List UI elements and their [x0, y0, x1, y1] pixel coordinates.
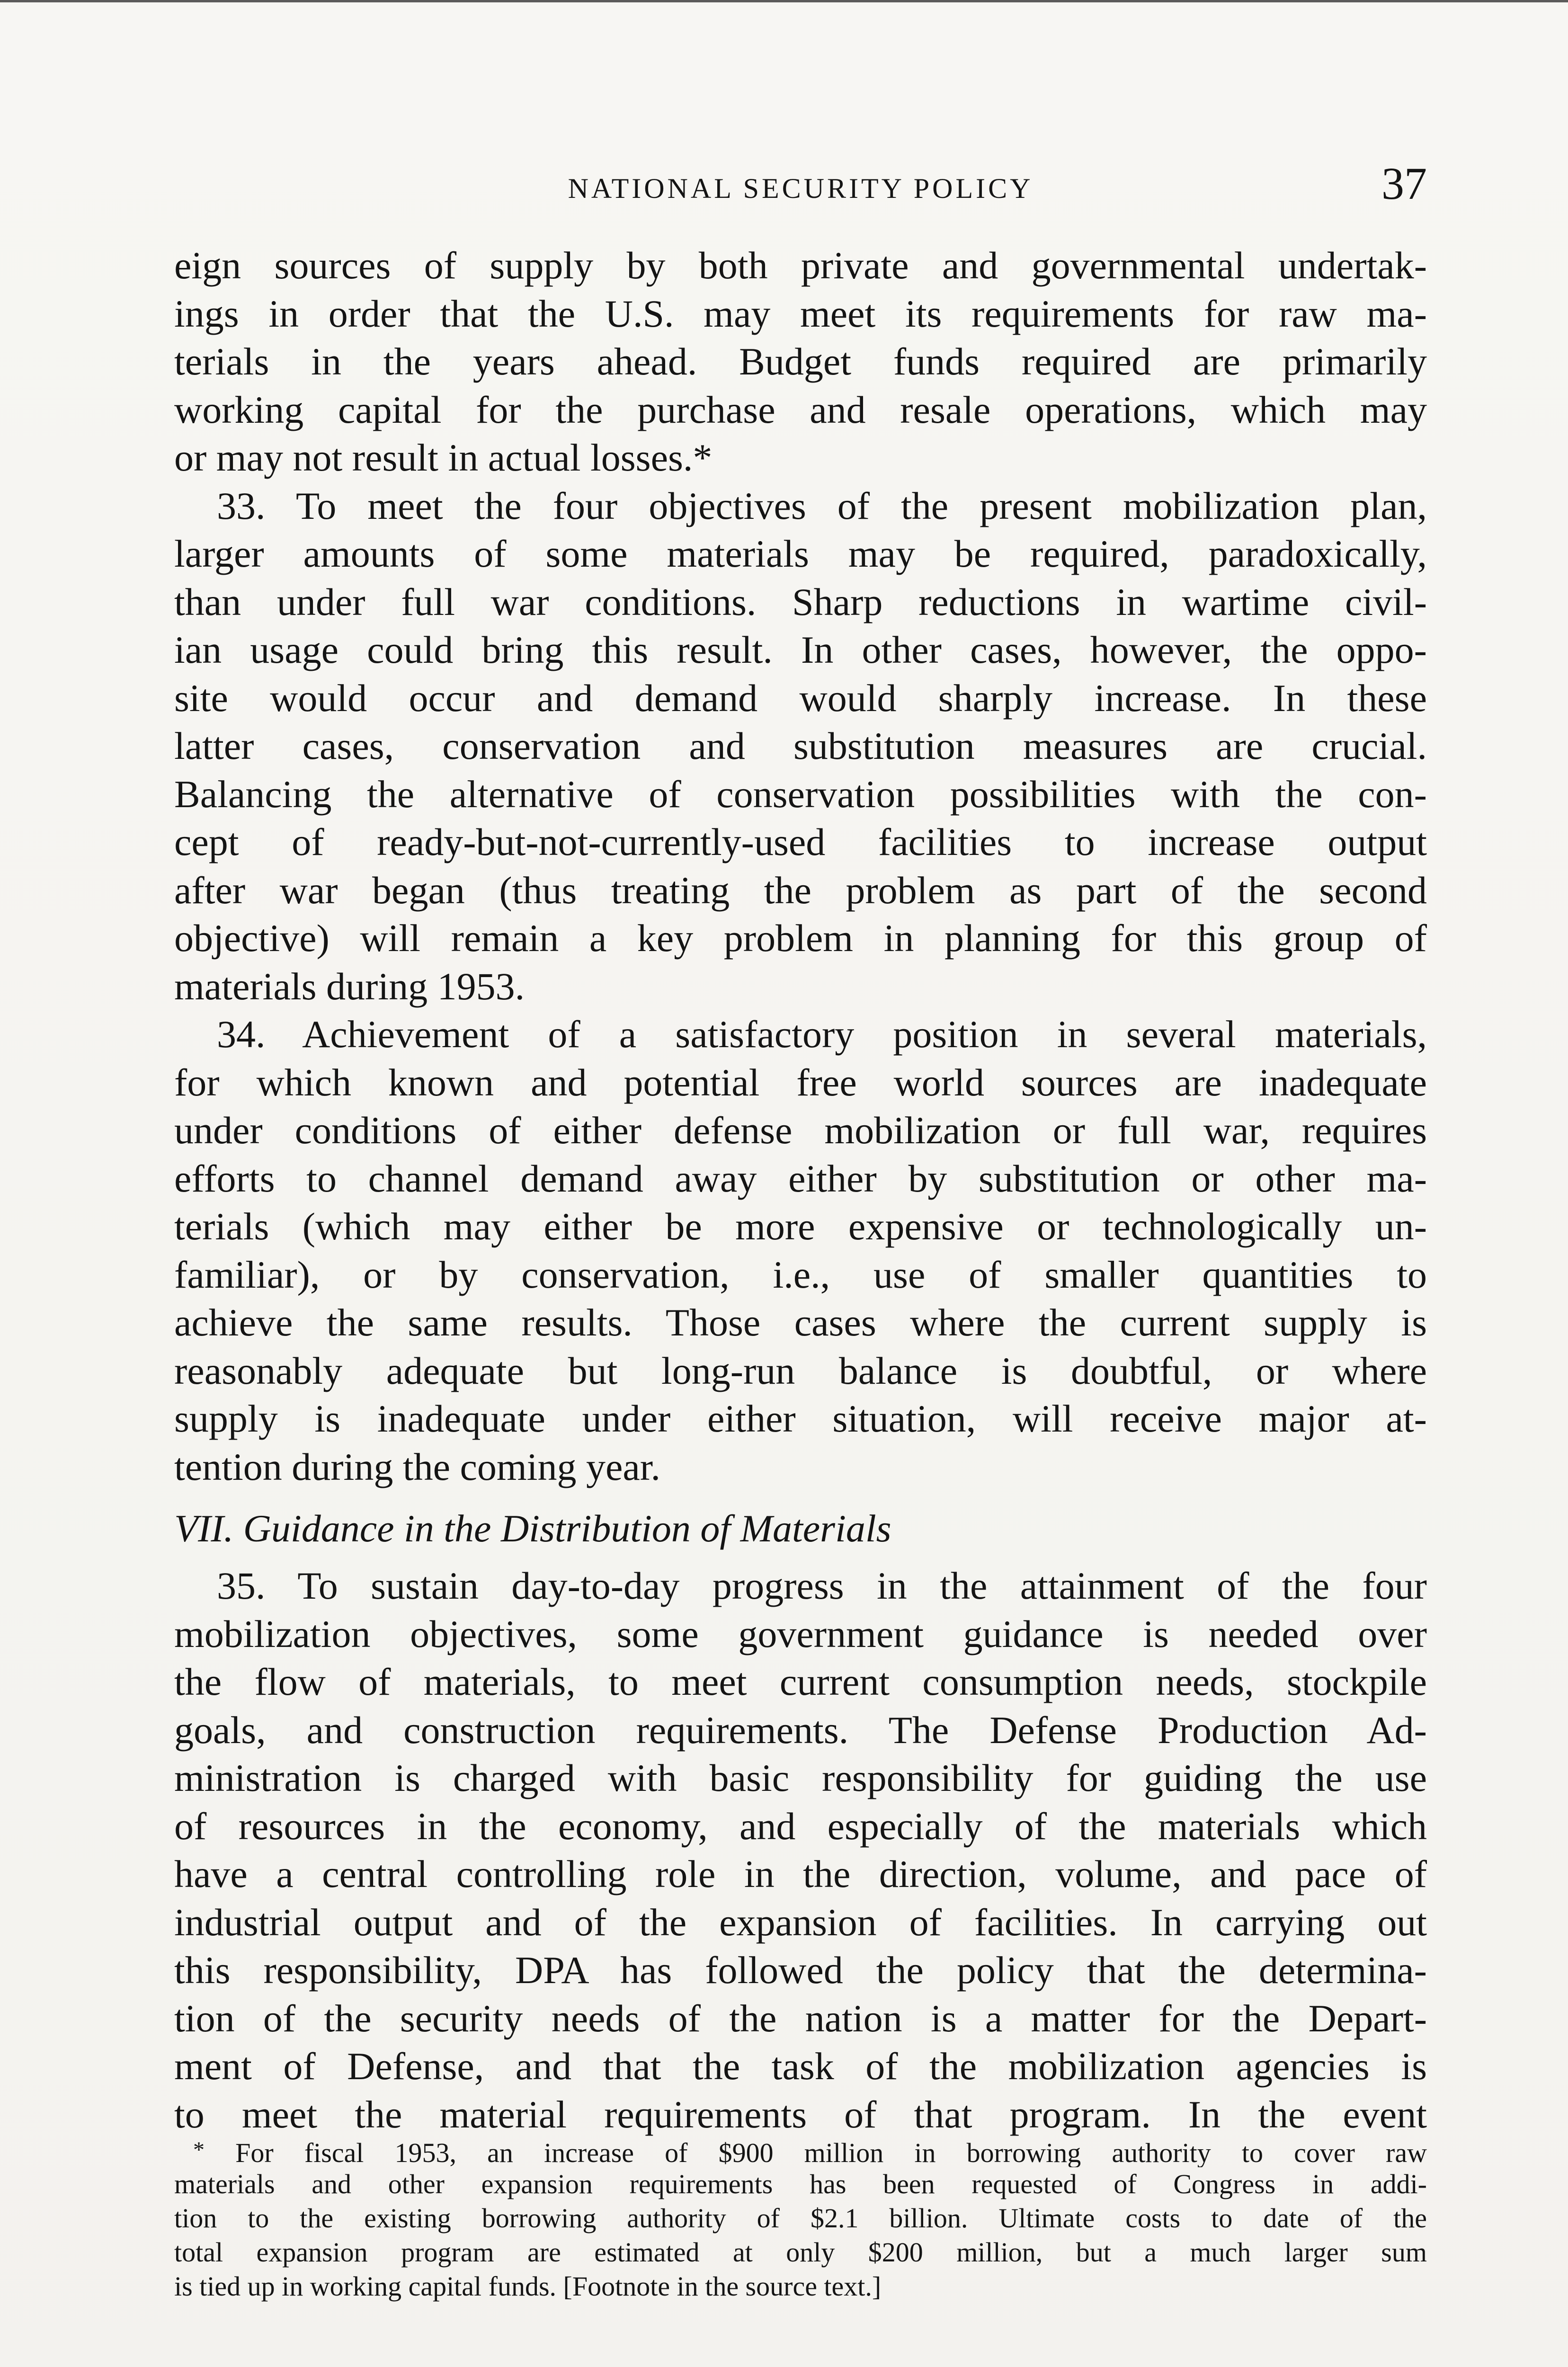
body-line: tion of the security needs of the nation is a matter for the Depart- — [174, 1996, 1427, 2040]
body-line: efforts to channel demand away either by substitution or other ma- — [174, 1157, 1427, 1200]
page-header — [174, 158, 1427, 213]
page-number: 37 — [1381, 158, 1427, 209]
body-line: terials in the years ahead. Budget funds required are primarily — [174, 340, 1427, 383]
body-line: goals, and construction requirements. The Defense Production Ad- — [174, 1708, 1427, 1752]
running-head: NATIONAL SECURITY POLICY — [568, 173, 1033, 204]
body-line: ment of Defense, and that the task of the mobilization agencies is — [174, 2045, 1427, 2088]
body-line: familiar), or by conservation, i.e., use of smaller quantities to — [174, 1253, 1427, 1296]
body-line: for which known and potential free world sources are inadequate — [174, 1060, 1427, 1104]
top-scan-edge — [0, 0, 1568, 2]
footnote-marker: * — [193, 2137, 205, 2162]
body-line: or may not result in actual losses.* — [174, 436, 713, 479]
body-line: terials (which may either be more expensive or technologically un- — [174, 1205, 1427, 1248]
footnote — [174, 2133, 1427, 2304]
body-line: cept of ready-but-not-currently-used facilities to increase output — [174, 820, 1427, 863]
paragraph-34 — [174, 1010, 1427, 1491]
body-line: 34. Achievement of a satisfactory position in several materials, — [217, 1013, 1427, 1056]
body-line: ian usage could bring this result. In other cases, however, the oppo- — [174, 628, 1427, 671]
body-line: the flow of materials, to meet current consumption needs, stockpile — [174, 1660, 1427, 1703]
body-line: reasonably adequate but long-run balance is doubtful, or where — [174, 1349, 1427, 1392]
body-line: Balancing the alternative of conservation possibilities with the con- — [174, 772, 1427, 816]
body-line: 35. To sustain day-to-day progress in the attainment of the four — [217, 1564, 1427, 1607]
footnote-line: tion to the existing borrowing authority of $2.1 billion. Ultimate costs to date of the — [174, 2203, 1427, 2234]
body-line: ministration is charged with basic responsibility for guiding the use — [174, 1756, 1427, 1799]
body-line: under conditions of either defense mobilization or full war, requires — [174, 1109, 1427, 1152]
body-line: supply is inadequate under either situation, will receive major at- — [174, 1397, 1427, 1440]
body-line: ings in order that the U.S. may meet its requirements for raw ma- — [174, 292, 1427, 335]
body-line: working capital for the purchase and resale operations, which may — [174, 388, 1427, 431]
paragraph-33 — [174, 482, 1427, 1011]
body-line: mobilization objectives, some government guidance is needed over — [174, 1612, 1427, 1655]
body-line: to meet the material requirements of that program. In the event — [174, 2092, 1427, 2136]
body-line: this responsibility, DPA has followed the policy that the determina- — [174, 1949, 1427, 1992]
continuation-paragraph — [174, 241, 1427, 482]
body-line: industrial output and of the expansion of facilities. In carrying out — [174, 1900, 1427, 1944]
body-line: latter cases, conservation and substitution measures are crucial. — [174, 724, 1427, 767]
body-line: objective) will remain a key problem in planning for this group of — [174, 917, 1427, 960]
paragraph-35 — [174, 1562, 1427, 2138]
section-heading: VII. Guidance in the Distribution of Materials — [174, 1507, 891, 1550]
body-text — [174, 241, 1427, 2138]
body-line: materials during 1953. — [174, 964, 525, 1008]
body-line: larger amounts of some materials may be required, paradoxically, — [174, 532, 1427, 575]
footnote-text: For fiscal 1953, an increase of $900 million in borrowing authority to cover raw — [235, 2137, 1427, 2167]
body-line: achieve the same results. Those cases where the current supply is — [174, 1301, 1427, 1344]
footnote-line: materials and other expansion requirements has been requested of Congress in addi- — [174, 2169, 1427, 2199]
body-line: of resources in the economy, and especially of the materials which — [174, 1804, 1427, 1848]
body-line: 33. To meet the four objectives of the present mobilization plan, — [217, 484, 1427, 527]
body-line: than under full war conditions. Sharp reductions in wartime civil- — [174, 580, 1427, 623]
body-line: eign sources of supply by both private and governmental undertak- — [174, 244, 1427, 287]
footnote-line: total expansion program are estimated at only $200 million, but a much larger sum — [174, 2237, 1427, 2268]
footnote-line: is tied up in working capital funds. [Footnote in the source text.] — [174, 2271, 882, 2302]
body-line: tention during the coming year. — [174, 1445, 661, 1488]
footnote-line — [174, 2133, 1427, 2167]
body-line: site would occur and demand would sharply increase. In these — [174, 676, 1427, 720]
body-line: after war began (thus treating the problem as part of the second — [174, 868, 1427, 912]
body-line: have a central controlling role in the direction, volume, and pace of — [174, 1852, 1427, 1895]
